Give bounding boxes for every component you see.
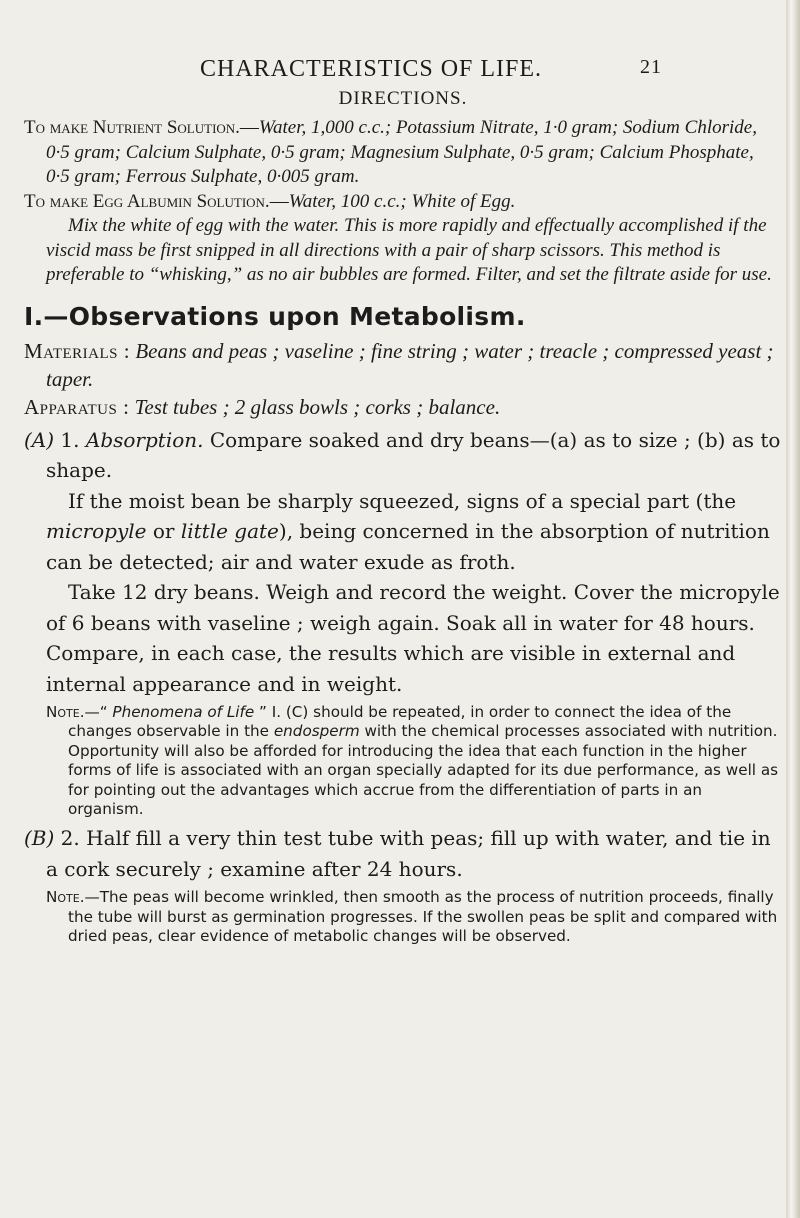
- experiment-b: [24, 823, 782, 884]
- nutrient-solution-lead: To make Nutrient Solution.: [24, 117, 240, 138]
- note-a-post: with the chemical processes associated with nutrition. Opportunity will also be afforded for introducing the idea that each function in the higher forms of life is associated with an organ specially adapted for its due performance, as well as for pointing out the advantages which accrue from the differentiation of parts in an organism.: [68, 722, 779, 819]
- materials-label: Materials :: [24, 338, 131, 363]
- nutrient-dash: —: [239, 117, 259, 138]
- para1-pre: If the moist bean be sharply squeezed, signs of a special part (the: [68, 488, 737, 513]
- apparatus-value: Test tubes ; 2 glass bowls ; corks ; balance.: [134, 394, 501, 419]
- albumin-solution-lead: To make Egg Albumin Solution.: [24, 190, 270, 212]
- nutrient-solution-recipe: [24, 116, 782, 190]
- materials-line: [24, 337, 782, 393]
- albumin-instructions: Mix the white of egg with the water. This is more rapidly and effectually accomplished if the viscid mass be first snipped in all directions with a pair of sharp scissors. This method is preferable to “whisking,” as no air bubbles are formed. Filter, and set the filtrate aside for use.: [46, 215, 772, 285]
- term-micropyle: micropyle: [46, 519, 147, 543]
- experiment-a-paragraph-2: Take 12 dry beans. Weigh and record the weight. Cover the micropyle of 6 beans with vaseline ; weigh again. Soak all in water for 48 hours. Compare, in each case, the results which are visible in external and internal appearance and in weight.: [46, 580, 780, 696]
- experiment-b-note: [46, 888, 782, 946]
- section-heading: I.—Observations upon Metabolism.: [24, 301, 526, 331]
- experiment-b-tag: (B): [24, 826, 55, 851]
- note-a-label: Note.: [46, 703, 85, 721]
- page-number: 21: [640, 56, 662, 78]
- para1-or: or: [146, 519, 181, 543]
- directions-heading: DIRECTIONS.: [338, 88, 468, 109]
- page-content: [24, 88, 782, 951]
- experiment-a-tag: (A): [24, 427, 55, 452]
- note-b-label: Note.: [46, 888, 85, 907]
- note-b-text: —The peas will become wrinkled, then smooth as the process of nutrition proceeds, finally the tube will burst as germination progresses. If the swollen peas be split and compared with dried peas, clear evidence of metabolic changes will be observed.: [68, 888, 778, 946]
- experiment-a-number: 1.: [60, 427, 80, 452]
- experiment-b-number: 2.: [60, 826, 80, 851]
- note-a-mid: ” I. (C) should be repeated, in order to connect the idea of the changes observable in the: [68, 703, 732, 741]
- term-little-gate: little gate: [180, 519, 279, 543]
- note-a-reference: Phenomena of Life: [112, 703, 255, 721]
- apparatus-label: Apparatus :: [24, 394, 130, 419]
- experiment-b-text: Half fill a very thin test tube with peas; fill up with water, and tie in a cork securely ; examine after 24 hours.: [46, 826, 771, 881]
- albumin-solution-recipe: [24, 190, 782, 215]
- page-edge: [786, 0, 800, 1218]
- experiment-a: [24, 425, 782, 486]
- running-title: CHARACTERISTICS OF LIFE.: [200, 56, 543, 82]
- albumin-dash: —: [269, 190, 289, 212]
- albumin-solution-text: Water, 100 c.c.; White of Egg.: [288, 190, 516, 212]
- note-a-pre: —“: [84, 703, 113, 721]
- apparatus-line: [24, 393, 782, 421]
- term-endosperm: endosperm: [273, 722, 360, 741]
- experiment-a-text: Compare soaked and dry beans—(a) as to size ; (b) as to shape.: [46, 427, 781, 482]
- materials-value: Beans and peas ; vaseline ; fine string ; water ; treacle ; compressed yeast ; taper.: [46, 338, 774, 391]
- nutrient-solution-text: Water, 1,000 c.c.; Potassium Nitrate, 1·0 gram; Sodium Chloride, 0·5 gram; Calcium Sulphate, 0·5 gram; Magnesium Sulphate, 0·5 gram; Calcium Phosphate, 0·5 gram; Ferrous Sulphate, 0·005 gram.: [46, 117, 757, 187]
- experiment-a-note: [46, 703, 782, 819]
- experiment-a-title: Absorption.: [85, 427, 204, 452]
- para1-post: ), being concerned in the absorption of nutrition can be detected; air and water exude as froth.: [46, 519, 770, 574]
- experiment-a-paragraph-1: [24, 486, 782, 578]
